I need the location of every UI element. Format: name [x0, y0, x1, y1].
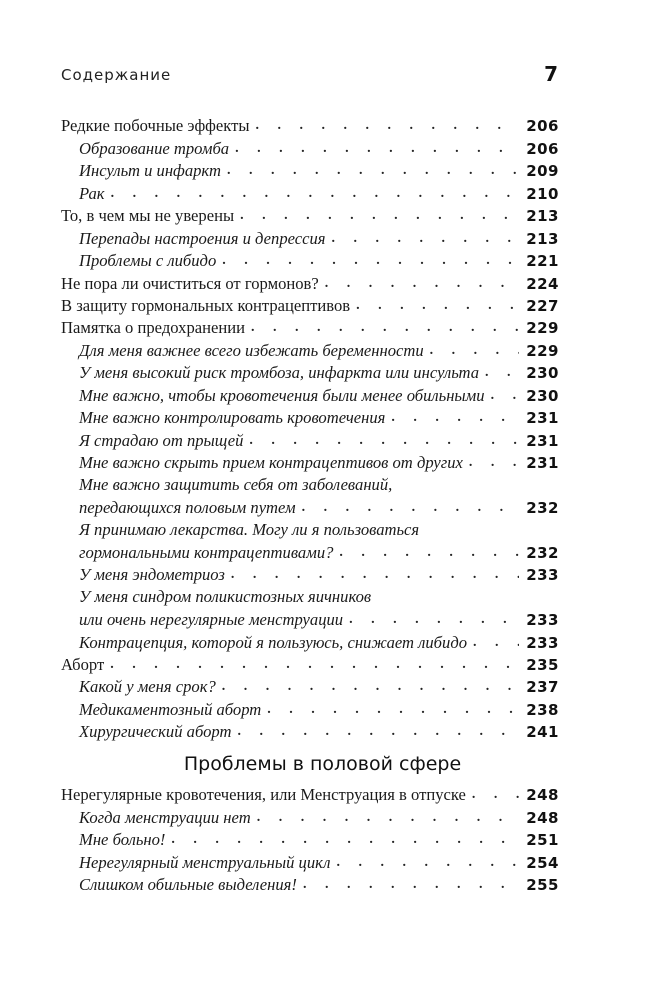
- toc-subentry[interactable]: [61, 564, 559, 586]
- toc-page-number: 224: [526, 274, 559, 293]
- toc-subentry[interactable]: [61, 609, 559, 631]
- toc-page-number: 213: [526, 229, 559, 248]
- dot-leader: [303, 874, 519, 896]
- toc-entry-title: Когда менструации нет: [79, 807, 251, 827]
- toc-page-number: 251: [526, 831, 559, 850]
- toc-entry-title-line: Мне важно защитить себя от заболеваний,: [79, 475, 393, 494]
- toc-entry-title: Не пора ли очиститься от гормонов?: [61, 273, 319, 293]
- toc-page-number: 237: [526, 678, 559, 697]
- toc-page-number: 254: [526, 853, 559, 872]
- dot-leader: [391, 407, 519, 429]
- toc-entry-title: Инсульт и инфаркт: [79, 161, 221, 181]
- dot-leader: [111, 183, 519, 205]
- section-heading: Проблемы в половой сфере: [183, 753, 462, 775]
- toc-subentry[interactable]: [61, 250, 559, 272]
- toc-subentry[interactable]: [61, 721, 559, 743]
- toc-entry-title: Медикаментозный аборт: [79, 699, 262, 719]
- toc-page-number: 229: [526, 319, 559, 338]
- page-number: 7: [544, 62, 558, 86]
- toc-entry-title: Слишком обильные выделения!: [79, 875, 297, 895]
- toc-entry-title: Памятка о предохранении: [61, 318, 245, 338]
- toc-entry-title: Какой у меня срок?: [79, 677, 216, 697]
- dot-leader: [485, 362, 519, 384]
- dot-leader: [222, 676, 519, 698]
- toc-entry[interactable]: [61, 654, 559, 676]
- toc-subentry[interactable]: [61, 541, 559, 563]
- toc-subentry[interactable]: [61, 384, 559, 406]
- toc-page-number: 231: [526, 454, 559, 472]
- toc-entry-title-line: Я принимаю лекарства. Могу ли я пользоваться: [79, 519, 420, 539]
- toc-entry-title: Мне важно скрыть прием контрацептивов от других: [79, 453, 463, 472]
- dot-leader: [336, 852, 519, 874]
- toc-page-number: 206: [526, 117, 559, 136]
- dot-leader: [240, 205, 519, 227]
- dot-leader: [349, 609, 519, 631]
- toc-page-number: 248: [526, 808, 559, 827]
- dot-leader: [171, 829, 519, 851]
- running-title: Содержание: [61, 66, 172, 84]
- toc-subentry[interactable]: [61, 160, 559, 182]
- dot-leader: [249, 430, 519, 452]
- toc-entry[interactable]: [61, 295, 559, 317]
- toc-subentry[interactable]: [61, 137, 559, 159]
- toc-entry[interactable]: [61, 205, 559, 227]
- toc-entry-title: Нерегулярные кровотечения, или Менструация в отпуске: [61, 785, 466, 805]
- toc-page-number: 231: [526, 431, 559, 450]
- toc-entry-title: Нерегулярный менструальный цикл: [79, 852, 331, 872]
- toc-entry-title: В защиту гормональных контрацептивов: [61, 295, 351, 315]
- toc-entry-title: У меня эндометриоз: [79, 565, 225, 585]
- toc-page-number: 238: [526, 700, 559, 719]
- toc-subentry[interactable]: [61, 407, 559, 429]
- toc-subentry[interactable]: [61, 182, 559, 204]
- toc-page-number: 230: [526, 364, 559, 383]
- dot-leader: [332, 228, 520, 250]
- dot-leader: [473, 632, 519, 654]
- toc-subentry[interactable]: [61, 227, 559, 249]
- toc-entry-title: Рак: [79, 183, 105, 203]
- toc-entry-title: гормональными контрацептивами?: [79, 542, 334, 562]
- toc-subentry[interactable]: [61, 851, 559, 873]
- dot-leader: [469, 452, 519, 474]
- toc-entry-title: или очень нерегулярные менструации: [79, 610, 344, 630]
- toc-page-number: 209: [526, 162, 559, 181]
- toc-entry-title: Мне важно контролировать кровотечения: [79, 408, 386, 428]
- dot-leader: [267, 699, 519, 721]
- toc-entry-title: То, в чем мы не уверены: [61, 206, 235, 226]
- toc-entry-title: Аборт: [61, 654, 105, 674]
- toc-page-number: 210: [526, 184, 559, 203]
- toc-subentry[interactable]: [61, 362, 559, 384]
- toc-subentry[interactable]: [61, 339, 559, 361]
- toc-page-number: 233: [526, 611, 559, 630]
- dot-leader: [231, 564, 519, 586]
- toc-subentry[interactable]: [61, 452, 559, 474]
- toc-entry-title: Мне важно, чтобы кровотечения были менее обильными: [79, 385, 485, 405]
- toc-page-number: 229: [526, 341, 559, 360]
- toc-subentry[interactable]: [61, 631, 559, 653]
- dot-leader: [339, 542, 519, 564]
- dot-leader: [325, 273, 519, 295]
- toc-entry-title: Редкие побочные эффекты: [61, 116, 250, 136]
- toc-page-number: 227: [526, 296, 559, 315]
- toc-entry[interactable]: [61, 784, 559, 806]
- dot-leader: [430, 340, 519, 362]
- toc-page-number: 213: [526, 207, 559, 226]
- toc-page-number: 255: [526, 876, 559, 895]
- toc-entry[interactable]: [61, 115, 559, 137]
- toc-entry-title: Мне больно!: [79, 830, 166, 850]
- toc-page-number: 230: [526, 386, 559, 405]
- toc-page-number: 233: [526, 633, 559, 652]
- toc-entry-title: Я страдаю от прыщей: [79, 430, 244, 450]
- dot-leader: [491, 385, 519, 407]
- toc-subentry[interactable]: [61, 676, 559, 698]
- toc-page-number: 248: [526, 786, 559, 805]
- dot-leader: [222, 250, 519, 272]
- dot-leader: [237, 721, 519, 743]
- toc-subentry[interactable]: [61, 698, 559, 720]
- toc-page-number: 233: [526, 566, 559, 585]
- toc-page-number: 206: [526, 139, 559, 158]
- toc-page-number: 231: [526, 409, 559, 428]
- dot-leader: [472, 784, 519, 806]
- table-of-contents-section-2: [61, 784, 559, 896]
- dot-leader: [255, 115, 519, 137]
- toc-subentry[interactable]: [61, 874, 559, 896]
- toc-entry-title: Для меня важнее всего избежать беременности: [79, 340, 424, 360]
- toc-entry-title: Образование тромба: [79, 138, 230, 158]
- dot-leader: [356, 295, 519, 317]
- toc-entry-title-line: У меня синдром поликистозных яичников: [79, 587, 372, 607]
- toc-subentry[interactable]: [61, 429, 559, 451]
- toc-entry-title: У меня высокий риск тромбоза, инфаркта или инсульта: [79, 363, 480, 383]
- toc-subentry[interactable]: [61, 829, 559, 851]
- toc-entry-title: Проблемы с либидо: [79, 251, 217, 271]
- toc-entry-title: передающихся половым путем: [79, 497, 296, 517]
- dot-leader: [227, 160, 519, 182]
- toc-page-number: 232: [526, 498, 559, 517]
- toc-entry[interactable]: [61, 317, 559, 339]
- toc-page-number: 241: [526, 723, 559, 742]
- toc-entry-title: Контрацепция, которой я пользуюсь, снижает либидо: [79, 632, 468, 652]
- dot-leader: [235, 138, 519, 160]
- dot-leader: [257, 807, 519, 829]
- toc-entry-title: Хирургический аборт: [79, 722, 232, 742]
- dot-leader: [302, 497, 519, 519]
- toc-subentry[interactable]: [61, 806, 559, 828]
- toc-page-number: 221: [526, 252, 559, 271]
- toc-entry-title: Перепады настроения и депрессия: [79, 228, 326, 248]
- toc-page-number: 235: [526, 655, 559, 674]
- dot-leader: [251, 317, 519, 339]
- toc-subentry[interactable]: [61, 496, 559, 518]
- toc-page-number: 232: [526, 543, 559, 562]
- table-of-contents: [61, 115, 559, 743]
- dot-leader: [110, 654, 519, 676]
- toc-entry[interactable]: [61, 272, 559, 294]
